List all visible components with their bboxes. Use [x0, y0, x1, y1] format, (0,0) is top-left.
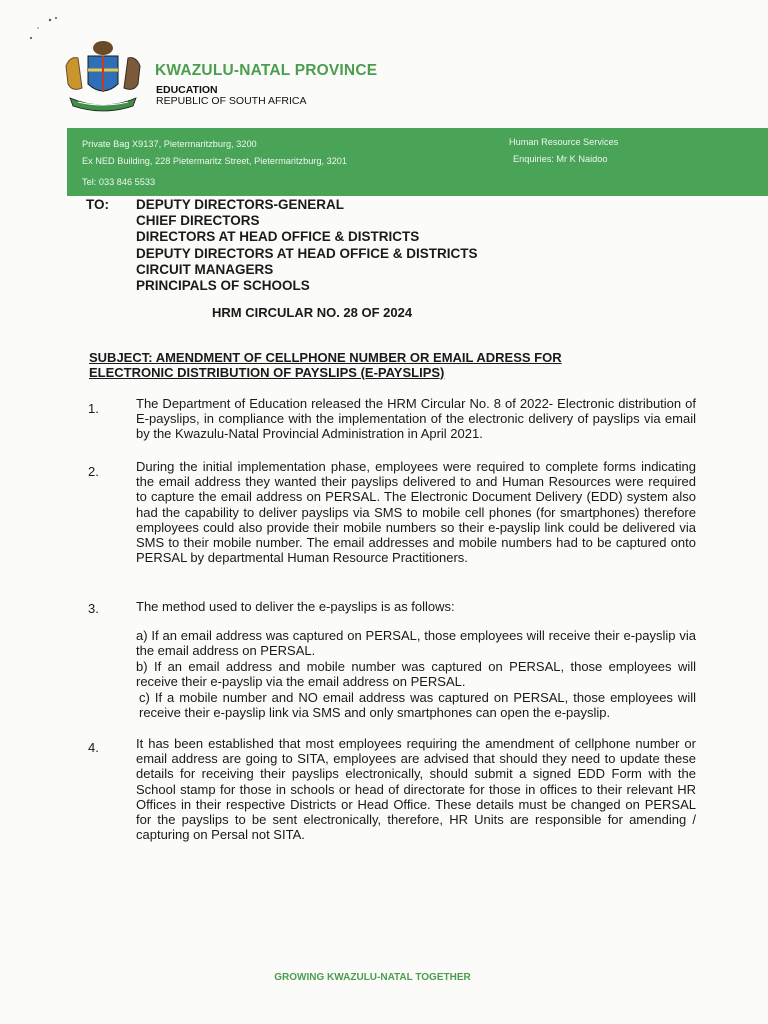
recipient-item: DEPUTY DIRECTORS AT HEAD OFFICE & DISTRICTS	[136, 245, 478, 261]
hr-unit: Human Resource Services	[509, 137, 619, 147]
paragraph-3-item-a: a) If an email address was captured on PERSAL, those employees will receive their e-payslip via the email address on PERSAL.	[136, 628, 696, 659]
recipient-item: PRINCIPALS OF SCHOOLS	[136, 278, 310, 294]
coat-of-arms-icon	[58, 36, 148, 116]
footer-slogan: GROWING KWAZULU-NATAL TOGETHER	[274, 972, 471, 983]
paragraph-number: 2.	[88, 464, 99, 479]
circular-number: HRM CIRCULAR NO. 28 OF 2024	[212, 305, 413, 320]
contact-band	[67, 128, 768, 196]
paragraph-number: 4.	[88, 740, 99, 755]
to-label: TO:	[86, 197, 109, 212]
country-name: REPUBLIC OF SOUTH AFRICA	[156, 95, 307, 107]
subject-line-2: ELECTRONIC DISTRIBUTION OF PAYSLIPS (E-PAYSLIPS)	[89, 365, 445, 380]
paragraph-3-item-b: b) If an email address and mobile number was captured on PERSAL, those employees will receive their e-payslip via the email address on PERSAL.	[136, 659, 696, 690]
enquiries: Enquiries: Mr K Naidoo	[513, 154, 608, 164]
paragraph-number: 3.	[88, 601, 99, 616]
address-line-1: Private Bag X9137, Pietermaritzburg, 3200	[82, 139, 257, 149]
recipient-item: DIRECTORS AT HEAD OFFICE & DISTRICTS	[136, 229, 420, 245]
recipient-item: DEPUTY DIRECTORS-GENERAL	[136, 197, 345, 212]
paragraph-3-item-c: c) If a mobile number and NO email address was captured on PERSAL, those employees will receive their e-payslip link via SMS and only smartphones can open the e-payslip.	[139, 690, 696, 721]
department-name: EDUCATION	[156, 84, 218, 96]
subject-heading	[89, 350, 562, 380]
subject-line-1: SUBJECT: AMENDMENT OF CELLPHONE NUMBER OR EMAIL ADRESS FOR	[89, 350, 562, 365]
paragraph-4: It has been established that most employees requiring the amendment of cellphone number or email address are going to SITA, employees are advised that should they need to update these details for receiving their payslips electronically, should submit a signed EDD Form with the School stamp for those in schools or head of directorate for those in offices to their relevant HR Offices in their respective Districts or Head Office. These details must be changed on PERSAL for the payslips to be sent electronically, therefore, HR Units are responsible for amending / capturing on Persal not SITA.	[136, 736, 696, 843]
paragraph-3: The method used to deliver the e-payslips is as follows:	[136, 599, 455, 614]
recipient-item: CIRCUIT MANAGERS	[136, 261, 274, 277]
recipient-item: CHIEF DIRECTORS	[136, 213, 260, 229]
paragraph-2: During the initial implementation phase, employees were required to complete forms indicating the email address they wanted their payslips delivered to and Human Resources were required to capture the email address on PERSAL. The Electronic Document Delivery (EDD) system also had the capability to deliver payslips via SMS to mobile cell phones (for smartphones) therefore employees could also provide their mobile numbers so their e-payslip link could be delivered via SMS to their mobile number. The email addresses and mobile numbers had to be captured onto PERSAL by departmental Human Resource Practitioners.	[136, 459, 696, 566]
address-line-2: Ex NED Building, 228 Pietermaritz Street, Pietermaritzburg, 3201	[82, 156, 348, 166]
recipient-list	[136, 197, 478, 294]
province-title: KWAZULU-NATAL PROVINCE	[155, 62, 378, 79]
paragraph-1: The Department of Education released the HRM Circular No. 8 of 2022- Electronic distribution of E-payslips, in compliance with the implementation of the electronic delivery of payslips via email by the Kwazulu-Natal Provincial Administration in April 2021.	[136, 396, 696, 442]
telephone: Tel: 033 846 5533	[82, 177, 156, 187]
paragraph-number: 1.	[88, 401, 99, 416]
